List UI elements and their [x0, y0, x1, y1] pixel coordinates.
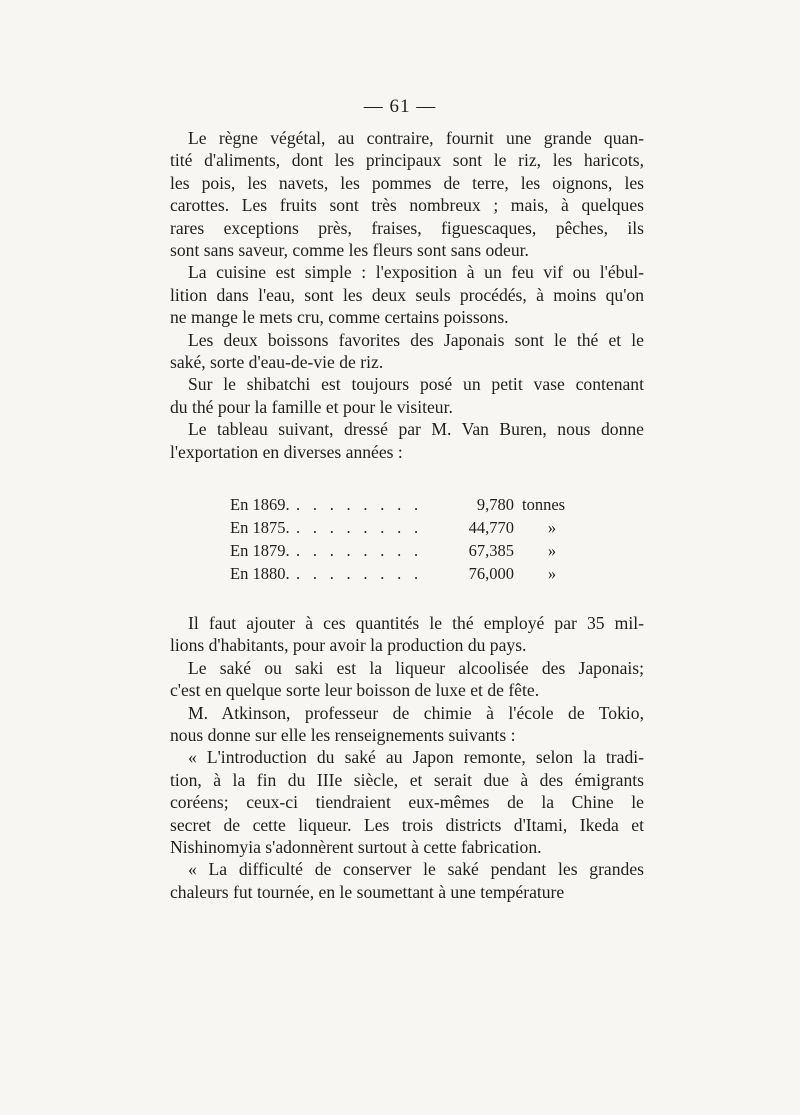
paragraph [170, 612, 644, 657]
paragraph [170, 329, 644, 374]
table-row [230, 539, 582, 562]
value-cell: 67,385 [468, 541, 514, 560]
text-line: c'est en quelque sorte leur boisson de luxe et de fête. [170, 680, 540, 701]
text-line: Les deux boissons favorites des Japonais sont le thé et le [188, 329, 644, 350]
text-line: Le règne végétal, au contraire, fournit une grande quan- [188, 128, 644, 148]
body-text-top [170, 127, 644, 463]
unit-cell: » [547, 541, 557, 560]
text-line: lition dans l'eau, sont les deux seuls procédés, à moins qu'on [170, 284, 644, 305]
text-line: Le saké ou saki est la liqueur alcoolisée des Japonais; [188, 657, 644, 678]
text-line: Le tableau suivant, dressé par M. Van Buren, nous donne [188, 419, 644, 440]
text-line: « La difficulté de conserver le saké pendant les grandes [188, 859, 644, 880]
text-line: La cuisine est simple : l'exposition à un feu vif ou l'ébul- [188, 262, 644, 283]
text-line: tion, à la fin du IIIe siècle, et serait due à des émigrants [170, 769, 644, 790]
text-line: coréens; ceux-ci tiendraient eux-mêmes de la Chine le [170, 792, 644, 813]
year-cell: En 1880. [230, 564, 290, 583]
year-cell: En 1869. [230, 495, 290, 514]
text-line: M. Atkinson, professeur de chimie à l'école de Tokio, [188, 702, 644, 723]
dots-cell: . . . . . . . . [296, 495, 423, 514]
text-line: sont sans saveur, comme les fleurs sont sans odeur. [170, 240, 529, 261]
unit-cell: tonnes [522, 495, 566, 514]
text-line: lions d'habitants, pour avoir la production du pays. [170, 635, 527, 656]
table-row [230, 562, 582, 585]
dots-cell: . . . . . . . . [296, 541, 423, 560]
paragraph [170, 858, 644, 903]
dots-cell: . . . . . . . . [296, 564, 423, 583]
text-line: Il faut ajouter à ces quantités le thé employé par 35 mil- [188, 613, 644, 633]
value-cell: 76,000 [468, 564, 514, 583]
unit-cell: » [547, 518, 557, 537]
value-cell: 9,780 [476, 495, 514, 514]
paragraph [170, 373, 644, 418]
text-line: Nishinomyia s'adonnèrent surtout à cette fabrication. [170, 837, 542, 858]
paragraph [170, 127, 644, 261]
text-line: du thé pour la famille et pour le visiteur. [170, 396, 453, 417]
text-line: carottes. Les fruits sont très nombreux ; mais, à quelques [170, 195, 644, 216]
paragraph [170, 657, 644, 702]
text-line: chaleurs fut tournée, en le soumettant à une température [170, 881, 565, 902]
text-line: Sur le shibatchi est toujours posé un petit vase contenant [188, 374, 644, 395]
year-cell: En 1879. [230, 541, 290, 560]
year-cell: En 1875. [230, 518, 290, 537]
paragraph [170, 261, 644, 328]
text-line: l'exportation en diverses années : [170, 441, 403, 462]
body-text-bottom [170, 612, 644, 903]
table-row [230, 493, 582, 516]
value-cell: 44,770 [468, 518, 514, 537]
text-line: nous donne sur elle les renseignements suivants : [170, 725, 516, 746]
paragraph [170, 418, 644, 463]
paragraph [170, 746, 644, 858]
tea-export-table [230, 493, 582, 585]
text-line: secret de cette liqueur. Les trois districts d'Itami, Ikeda et [170, 814, 644, 835]
paragraph [170, 702, 644, 747]
text-line: tité d'aliments, dont les principaux sont le riz, les haricots, [170, 150, 644, 171]
text-line: les pois, les navets, les pommes de terre, les oignons, les [170, 172, 644, 193]
dots-cell: . . . . . . . . [296, 518, 423, 537]
text-line: « L'introduction du saké au Japon remonte, selon la tradi- [188, 747, 644, 768]
unit-cell: » [547, 564, 557, 583]
text-line: saké, sorte d'eau-de-vie de riz. [170, 352, 384, 373]
page-number: — 61 — [363, 96, 437, 117]
text-line: ne mange le mets cru, comme certains poissons. [170, 307, 509, 328]
text-line: rares exceptions près, fraises, figuescaques, pêches, ils [170, 217, 644, 238]
table-row [230, 516, 582, 539]
